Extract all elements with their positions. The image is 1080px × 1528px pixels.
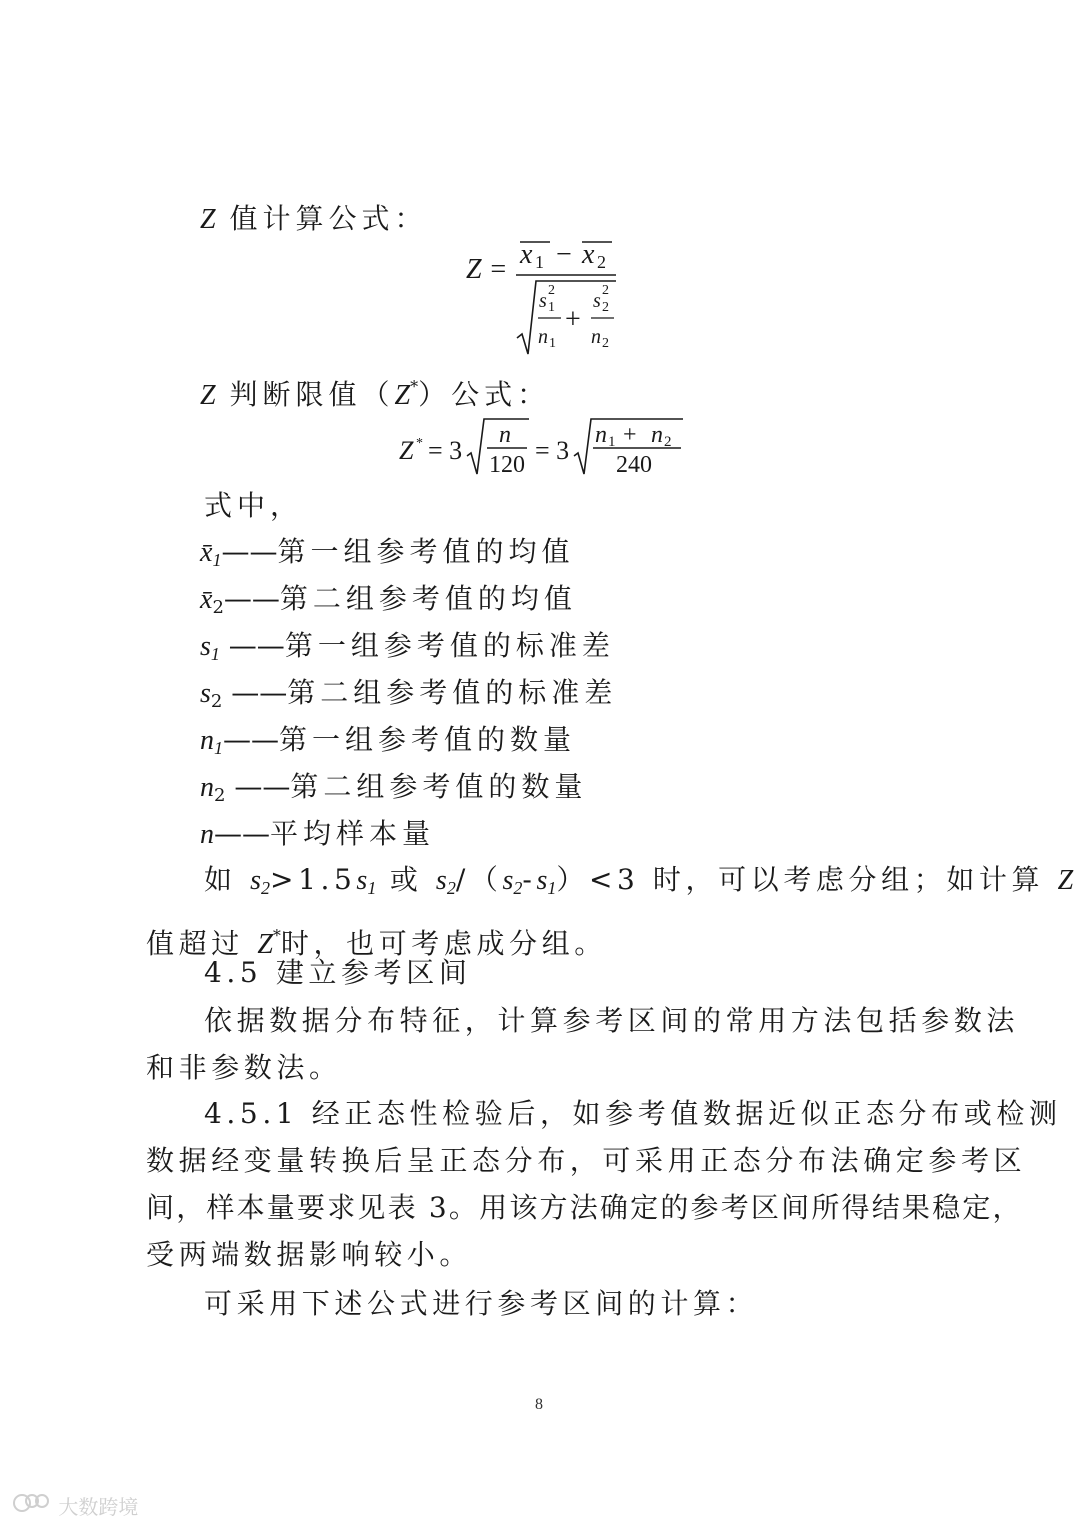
definition-symbol: n xyxy=(200,772,214,803)
formula-zstar-num1: n xyxy=(499,422,511,448)
definition-item xyxy=(200,676,618,712)
formula-z-n1: n xyxy=(538,326,548,348)
math-sub: 2 xyxy=(513,878,523,898)
definition-symbol-sub: 2 xyxy=(212,597,224,618)
definition-item xyxy=(200,817,436,850)
watermark-text: 大数跨境 xyxy=(58,1495,139,1519)
definition-item xyxy=(200,535,575,570)
formula-z-x1-sub: 1 xyxy=(535,252,544,272)
definition-desc: 平均样本量 xyxy=(270,817,436,850)
paragraph-method xyxy=(146,997,1020,1091)
definition-dash: —— xyxy=(222,676,288,709)
formula-zstar-den1: 120 xyxy=(489,452,525,478)
formula-z-lhs-var: Z = xyxy=(466,254,508,285)
math-var: s xyxy=(536,865,548,896)
math-var: s xyxy=(250,865,262,896)
heading-zstar-pre: 判断限值（ xyxy=(215,378,395,411)
definition-item xyxy=(200,723,577,758)
definition-symbol: x̄ xyxy=(200,584,213,615)
definition-dash: —— xyxy=(221,535,278,568)
paragraph-4-5-1-line4: 受两端数据影响较小。 xyxy=(146,1238,473,1271)
heading-z-var: Z xyxy=(200,204,216,235)
definition-symbol: x̄ xyxy=(200,537,213,568)
definition-desc: 第二组参考值的标准差 xyxy=(287,676,618,709)
definition-item xyxy=(200,770,588,806)
math-sub: 1 xyxy=(367,878,377,898)
math-sub: 2 xyxy=(446,878,456,898)
paragraph-calc: 可采用下述公式进行参考区间的计算： xyxy=(204,1287,759,1320)
math-sub: 1 xyxy=(547,878,557,898)
section-title: 4.5 建立参考区间 xyxy=(204,956,472,989)
formula-z-minus: − xyxy=(556,239,572,270)
formula-zstar-n1-sub: 1 xyxy=(608,434,616,450)
formula-z-plus: + xyxy=(565,304,581,335)
formula-zstar-n2-sub: 2 xyxy=(664,434,672,450)
paragraph-4-5-1 xyxy=(146,1090,1062,1278)
paragraph-method-line1: 依据数据分布特征，计算参考区间的常用方法包括参数法 xyxy=(204,1004,1020,1037)
formula-z-s1: s xyxy=(539,290,547,312)
text-segment: 时，也可考虑成分组。 xyxy=(280,927,607,960)
formula-z-x2-sub: 2 xyxy=(597,252,606,272)
definition-item xyxy=(200,629,615,664)
paragraph-method-line2: 和非参数法。 xyxy=(146,1051,342,1084)
math-var: s xyxy=(356,865,368,896)
definition-symbol-sub: 2 xyxy=(214,785,226,806)
definition-dash: —— xyxy=(225,770,291,803)
heading-z-formula xyxy=(200,202,428,235)
text-segment: - xyxy=(522,863,537,896)
definition-desc: 第一组参考值的数量 xyxy=(279,723,577,756)
definition-symbol: s xyxy=(200,678,211,709)
definition-symbol: n xyxy=(200,819,214,850)
formula-z xyxy=(460,228,630,363)
formula-zstar-eq2: = 3 xyxy=(535,436,570,465)
text-segment: 值超过 xyxy=(146,927,258,960)
heading-zstar-post: ）公式： xyxy=(418,378,551,411)
definition-dash: —— xyxy=(223,582,280,615)
heading-zstar-formula xyxy=(200,379,550,410)
heading-z-text: 值计算公式： xyxy=(215,202,428,235)
where-label: 式中， xyxy=(204,489,304,522)
math-sub: 2 xyxy=(261,878,271,898)
text-segment: 如 xyxy=(204,863,251,896)
text-segment: 或 xyxy=(376,863,436,896)
formula-z-s1-sub: 1 xyxy=(548,300,555,315)
paragraph-4-5-1-line2: 数据经变量转换后呈正态分布，可采用正态分布法确定参考区 xyxy=(146,1144,1027,1177)
heading-zstar-mid-var: Z xyxy=(394,380,411,411)
formula-zstar-eq1: = 3 xyxy=(428,436,463,465)
paragraph-4-5-1-line3: 间，样本量要求见表 3。用该方法确定的参考区间所得结果稳定， xyxy=(146,1191,1023,1224)
formula-zstar-den2: 240 xyxy=(616,452,652,478)
formula-z-s2: s xyxy=(593,290,601,312)
formula-z-s2-sup: 2 xyxy=(602,283,609,298)
math-var: Z xyxy=(1057,865,1074,896)
formula-zstar-lhs: Z xyxy=(399,436,414,465)
formula-z-n2-sub: 2 xyxy=(602,336,609,351)
formula-z-s1-sup: 2 xyxy=(548,283,555,298)
paragraph-4-5-1-line1: 4.5.1 经正态性检验后，如参考值数据近似正态分布或检测 xyxy=(204,1097,1062,1130)
definition-desc: 第二组参考值的数量 xyxy=(290,770,588,803)
definition-symbol-sub: 1 xyxy=(210,644,220,664)
definition-dash: —— xyxy=(214,817,270,850)
definition-dash: —— xyxy=(219,629,285,662)
formula-z-x2: x xyxy=(582,239,595,270)
text-segment: >1.5 xyxy=(270,863,357,896)
definition-symbol: s xyxy=(200,631,211,662)
heading-zstar-star: * xyxy=(410,377,419,396)
definition-symbol-sub: 1 xyxy=(214,738,223,758)
definition-symbol-sub: 1 xyxy=(212,550,222,570)
definition-symbol: n xyxy=(200,725,214,756)
formula-zstar-star: * xyxy=(416,436,423,451)
definition-item xyxy=(200,582,577,618)
text-segment: /（ xyxy=(455,863,503,896)
paragraph-condition-line1 xyxy=(146,856,1074,912)
formula-zstar-n1: n xyxy=(595,422,607,448)
watermark xyxy=(12,1490,138,1521)
formula-z-n2: n xyxy=(591,326,601,348)
math-var: s xyxy=(502,865,514,896)
definition-desc: 第二组参考值的均值 xyxy=(279,582,577,615)
formula-z-s2-sub: 2 xyxy=(602,300,609,315)
formula-zstar-n2: n xyxy=(651,422,663,448)
formula-zstar xyxy=(395,414,690,484)
formula-zstar-plus: + xyxy=(623,422,637,448)
math-sup: * xyxy=(272,926,281,945)
definition-desc: 第一组参考值的均值 xyxy=(277,535,575,568)
definition-dash: —— xyxy=(223,723,279,756)
definition-symbol-sub: 2 xyxy=(210,691,223,712)
definition-desc: 第一组参考值的标准差 xyxy=(284,629,615,662)
math-var: Z xyxy=(257,929,273,960)
text-segment: ）<3 时，可以考虑分组；如计算 xyxy=(556,863,1058,896)
formula-z-x1: x xyxy=(520,239,533,270)
formula-z-n1-sub: 1 xyxy=(549,336,556,351)
heading-zstar-var: Z xyxy=(200,380,216,411)
math-var: s xyxy=(435,865,447,896)
watermark-logo-icon xyxy=(12,1490,52,1521)
page-number: 8 xyxy=(535,1396,543,1413)
